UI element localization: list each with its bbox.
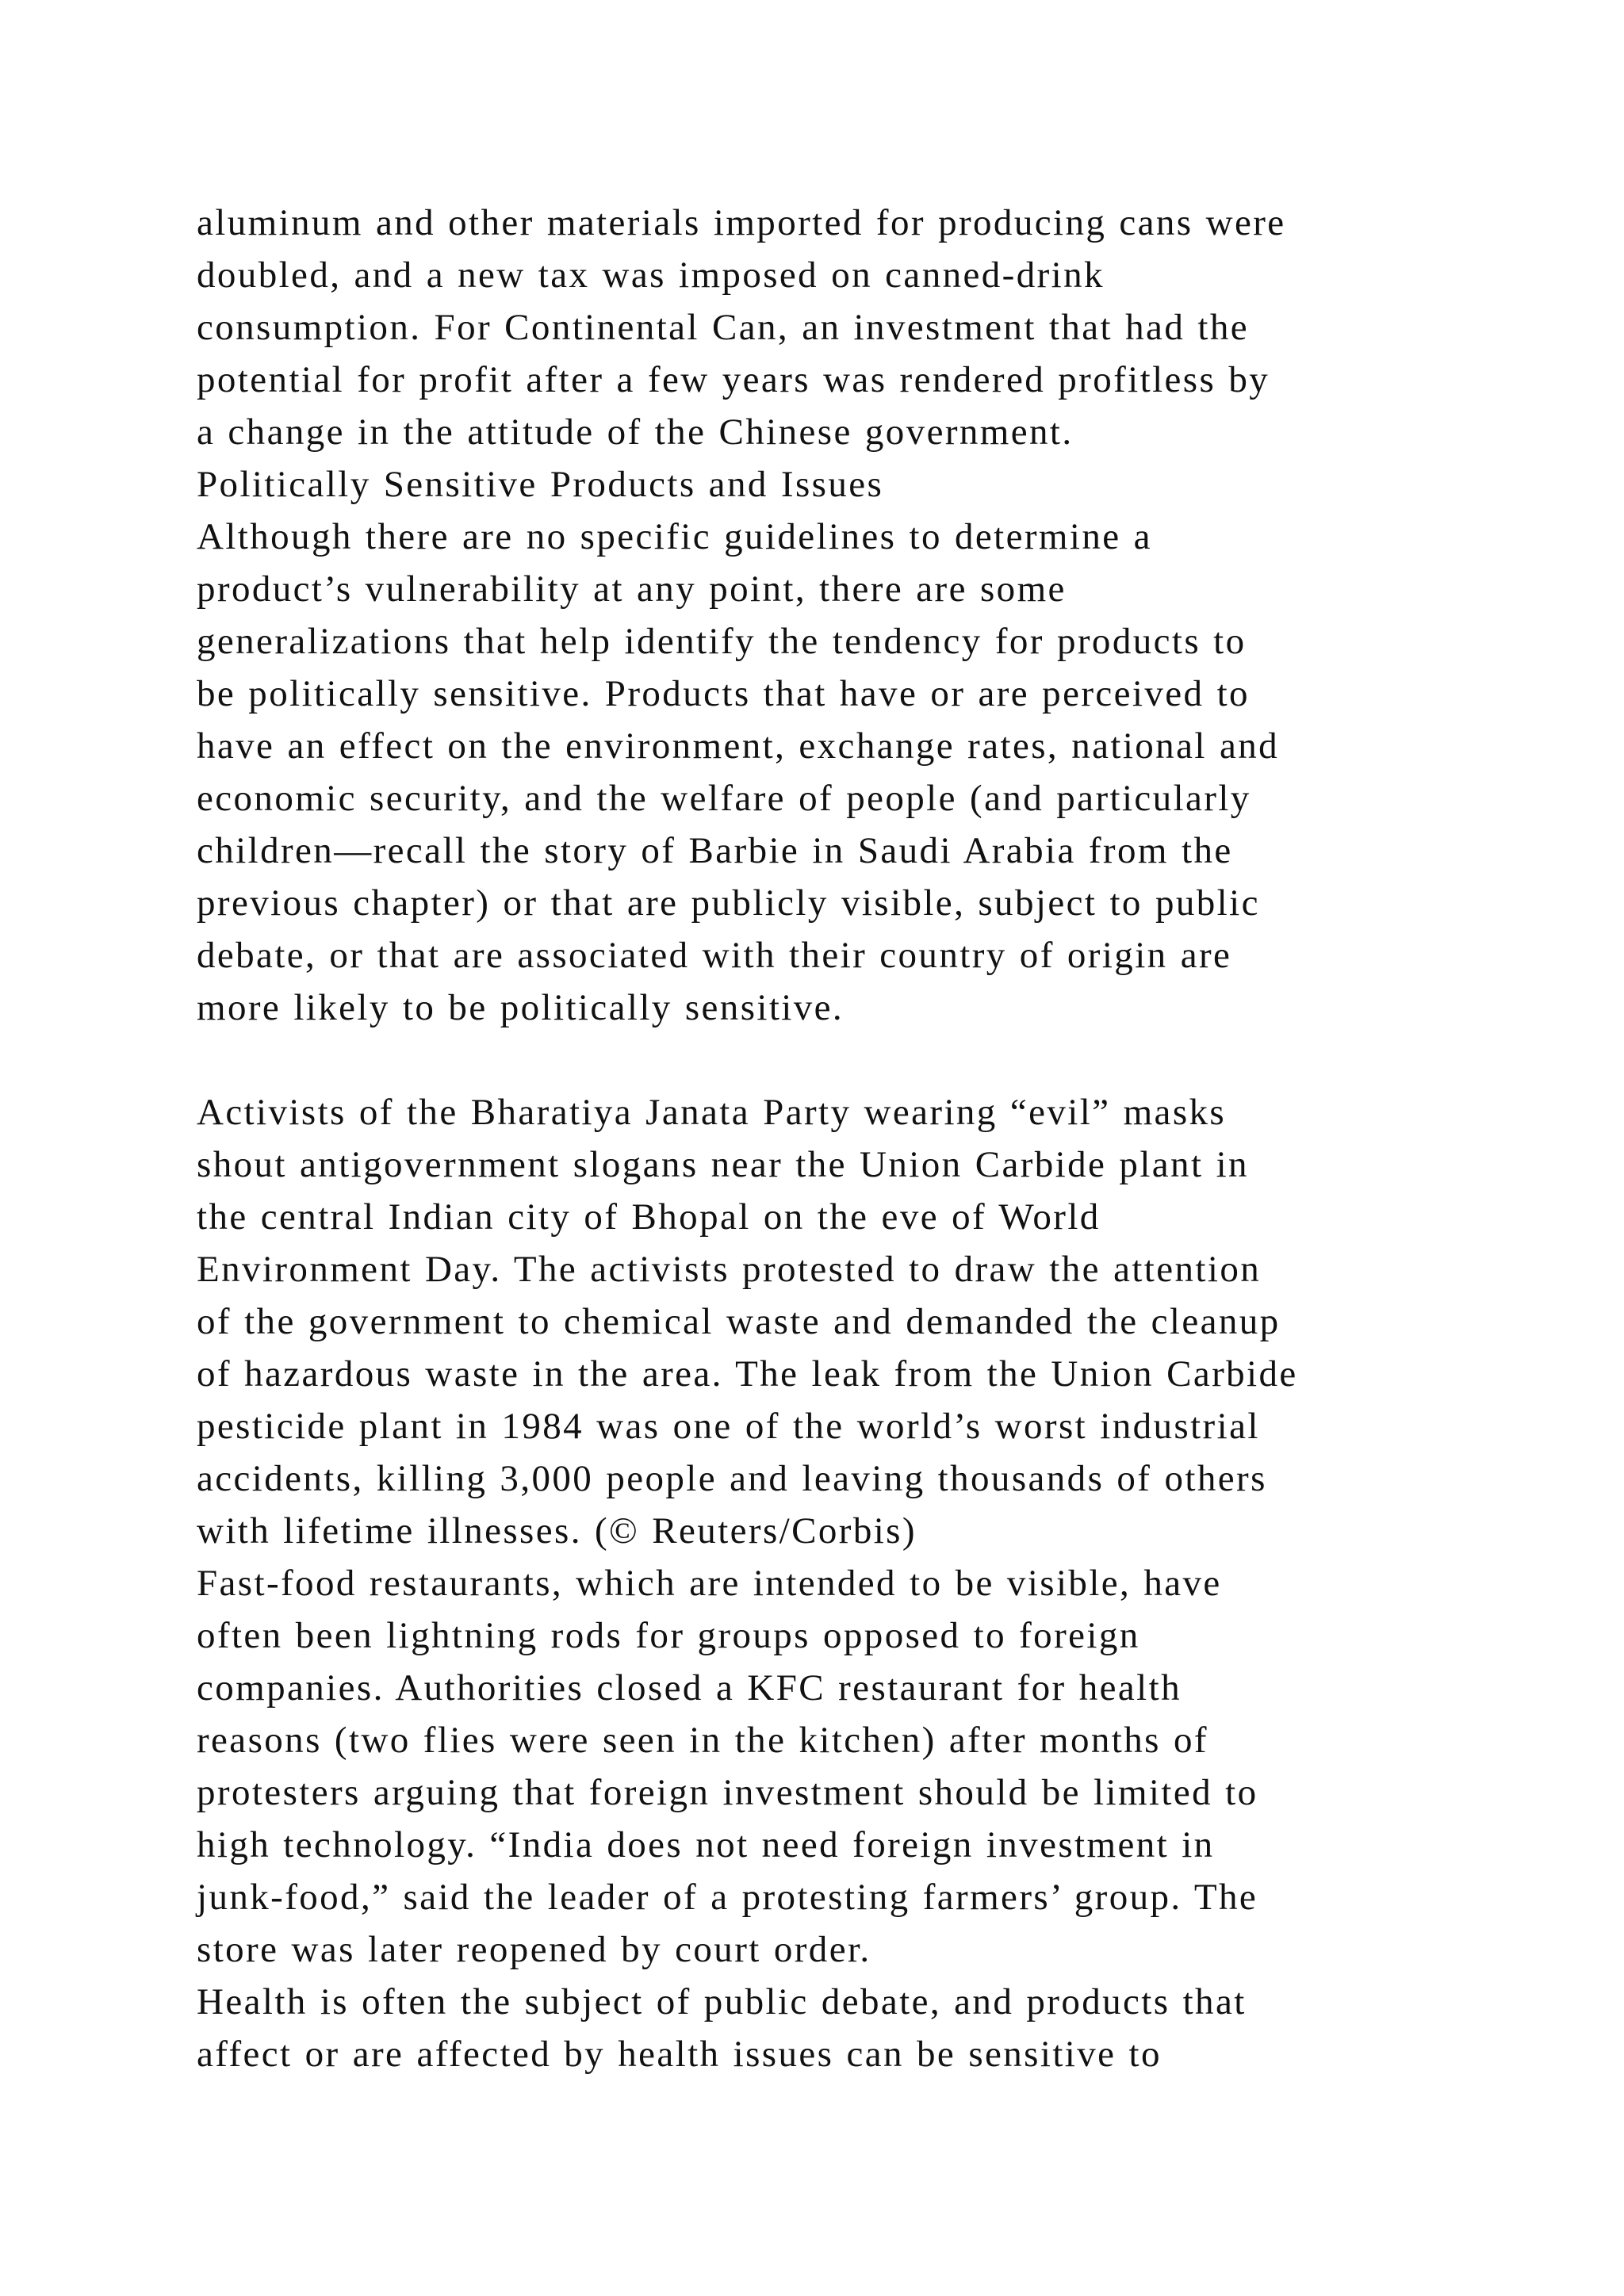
blank-line <box>197 1034 1481 1086</box>
text-line: store was later reopened by court order. <box>197 1929 871 1970</box>
caption-line: Environment Day. The activists protested to draw the attention <box>197 1249 1262 1290</box>
text-line: economic security, and the welfare of people (and particularly <box>197 778 1251 819</box>
text-line: previous chapter) or that are publicly visible, subject to public <box>197 882 1260 924</box>
text-line: more likely to be politically sensitive. <box>197 987 845 1028</box>
caption-line: accidents, killing 3,000 people and leaving thousands of others <box>197 1458 1267 1499</box>
section-heading: Politically Sensitive Products and Issues <box>197 464 884 505</box>
caption-line: with lifetime illnesses. (© Reuters/Corbis) <box>197 1510 917 1552</box>
text-line: Fast-food restaurants, which are intended to be visible, have <box>197 1563 1222 1604</box>
text-line: children—recall the story of Barbie in Saudi Arabia from the <box>197 830 1233 871</box>
caption-line: the central Indian city of Bhopal on the eve of World <box>197 1196 1101 1238</box>
caption-line: Activists of the Bharatiya Janata Party wearing “evil” masks <box>197 1092 1227 1133</box>
text-line: generalizations that help identify the tendency for products to <box>197 621 1247 662</box>
text-line: high technology. “India does not need foreign investment in <box>197 1824 1215 1866</box>
text-line: product’s vulnerability at any point, there are some <box>197 568 1067 610</box>
text-line: a change in the attitude of the Chinese government. <box>197 411 1074 453</box>
text-line: Although there are no specific guidelines to determine a <box>197 516 1152 557</box>
text-line: aluminum and other materials imported for producing cans were <box>197 202 1286 243</box>
text-line: debate, or that are associated with their country of origin are <box>197 935 1232 976</box>
text-line: potential for profit after a few years was rendered profitless by <box>197 359 1270 400</box>
text-line: Health is often the subject of public debate, and products that <box>197 1981 1247 2022</box>
text-line: be politically sensitive. Products that have or are perceived to <box>197 673 1250 714</box>
text-line: doubled, and a new tax was imposed on canned-drink <box>197 254 1105 296</box>
caption-line: pesticide plant in 1984 was one of the world’s worst industrial <box>197 1406 1260 1447</box>
caption-line: of the government to chemical waste and demanded the cleanup <box>197 1301 1281 1342</box>
text-line: companies. Authorities closed a KFC restaurant for health <box>197 1667 1182 1709</box>
text-line: junk-food,” said the leader of a protesting farmers’ group. The <box>197 1877 1258 1918</box>
caption-line: shout antigovernment slogans near the Union Carbide plant in <box>197 1144 1249 1185</box>
text-line: consumption. For Continental Can, an investment that had the <box>197 307 1249 348</box>
text-line: have an effect on the environment, exchange rates, national and <box>197 725 1280 767</box>
text-line: affect or are affected by health issues can be sensitive to <box>197 2034 1162 2075</box>
caption-line: of hazardous waste in the area. The leak from the Union Carbide <box>197 1353 1298 1395</box>
document-page <box>197 197 1481 2080</box>
text-line: protesters arguing that foreign investment should be limited to <box>197 1772 1258 1813</box>
text-line: often been lightning rods for groups opposed to foreign <box>197 1615 1140 1656</box>
text-line: reasons (two flies were seen in the kitchen) after months of <box>197 1720 1208 1761</box>
